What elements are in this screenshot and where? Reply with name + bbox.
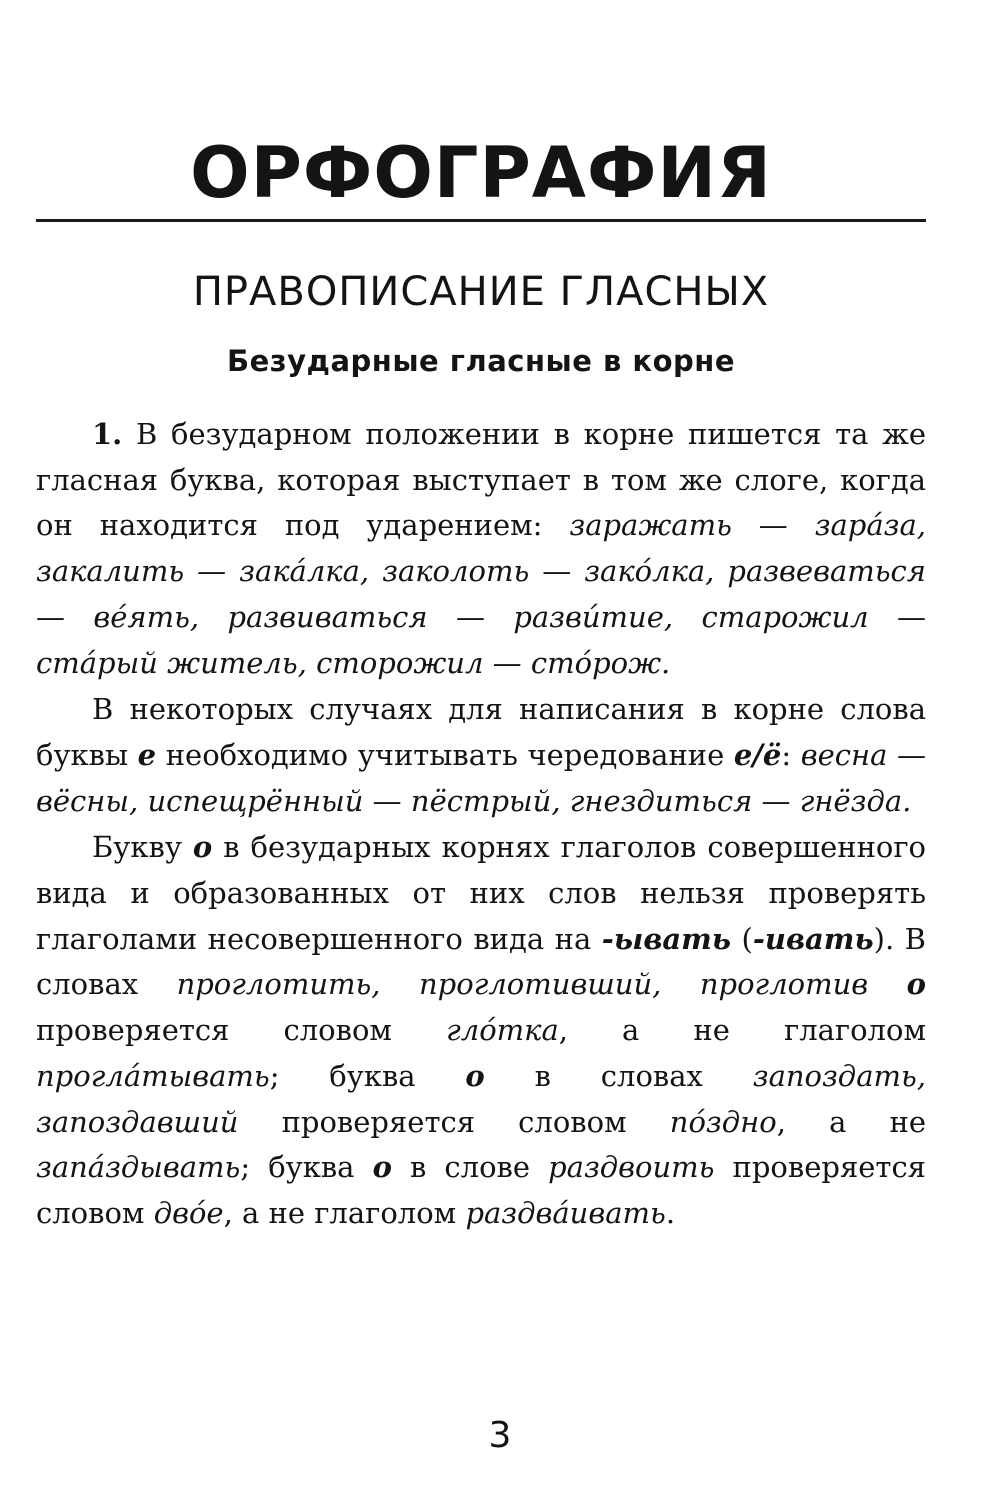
example-verb: запа́здывать bbox=[36, 1150, 241, 1185]
highlighted-letter: о bbox=[192, 830, 213, 865]
highlighted-letter: о bbox=[465, 1058, 485, 1093]
rule-number: 1. bbox=[92, 417, 123, 451]
suffix: -ывать bbox=[601, 921, 731, 956]
examples-text: заражать — зара́за, закалить — зака́лка, заколоть — зако́лка, развеваться — ве́ять, развиваться — разви́тие, старожил — ста́рый житель, сторожил — сто́рож. bbox=[36, 508, 926, 680]
highlighted-letter: о bbox=[372, 1150, 392, 1185]
alternation-letters: е/ё bbox=[733, 737, 782, 772]
title-divider bbox=[36, 219, 926, 222]
rule-paragraph-3 bbox=[36, 825, 926, 1236]
paragraph-text: в безударных корнях глаголов совершенного вида и образованных от них слов нельзя проверять глаголами несовершенного вида на bbox=[36, 830, 927, 956]
example-words: запоздать, запоздавший bbox=[36, 1058, 926, 1139]
paragraph-text: . bbox=[665, 1195, 676, 1230]
check-word: гло́тка bbox=[446, 1013, 559, 1048]
paragraph-text: проверяется словом bbox=[36, 1013, 447, 1048]
highlighted-letter: е bbox=[137, 737, 157, 772]
paragraph-text: ; буква bbox=[269, 1058, 466, 1093]
example-words: проглотить, проглотивший, проглотив bbox=[176, 967, 869, 1002]
paragraph-text: проверяется словом bbox=[238, 1104, 670, 1139]
check-word: по́здно bbox=[669, 1104, 777, 1139]
example-verb: раздва́ивать bbox=[465, 1195, 666, 1230]
paragraph-text: ; буква bbox=[240, 1150, 373, 1185]
highlighted-letter: о bbox=[906, 967, 926, 1002]
subsection-title: Безударные гласные в корне bbox=[227, 344, 735, 378]
examples-text: весна — вёсны, испещрённый — пёстрый, гнездиться — гнёзда. bbox=[36, 737, 926, 818]
paragraph-text: , а не глаголом bbox=[223, 1195, 466, 1230]
paragraph-text: , а не глаголом bbox=[558, 1013, 926, 1048]
paragraph-text: необходимо учитывать чередование bbox=[156, 737, 734, 772]
paragraph-text bbox=[868, 967, 906, 1001]
chapter-title: ОРФОГРАФИЯ bbox=[190, 132, 772, 214]
paragraph-text: : bbox=[781, 737, 801, 772]
example-word: раздвоить bbox=[548, 1150, 715, 1185]
rule-paragraph-1 bbox=[36, 412, 926, 686]
paragraph-text: проверяется словом bbox=[36, 1150, 926, 1230]
rule-paragraph-2 bbox=[36, 687, 926, 824]
paragraph-text: в словах bbox=[484, 1058, 753, 1093]
section-title: ПРАВОПИСАНИЕ ГЛАСНЫХ bbox=[192, 269, 770, 315]
body-text bbox=[36, 412, 926, 1237]
paragraph-text: в слове bbox=[391, 1150, 549, 1185]
example-verb: прогла́тывать bbox=[36, 1058, 270, 1093]
paragraph-text: Букву bbox=[92, 830, 193, 865]
paragraph-text: ( bbox=[731, 921, 753, 956]
check-word: дво́е bbox=[153, 1195, 224, 1230]
paragraph-text: В некоторых случаях для написания в корне слова буквы bbox=[36, 692, 926, 772]
paragraph-text: ). В словах bbox=[36, 921, 926, 1002]
suffix: -ивать bbox=[752, 921, 874, 956]
paragraph-text: В безударном положении в корне пишется та же гласная буква, которая выступает в том же слоге, когда он находится под ударением: bbox=[36, 417, 926, 543]
page-number: 3 bbox=[488, 1415, 512, 1456]
paragraph-text: , а не bbox=[776, 1104, 926, 1139]
